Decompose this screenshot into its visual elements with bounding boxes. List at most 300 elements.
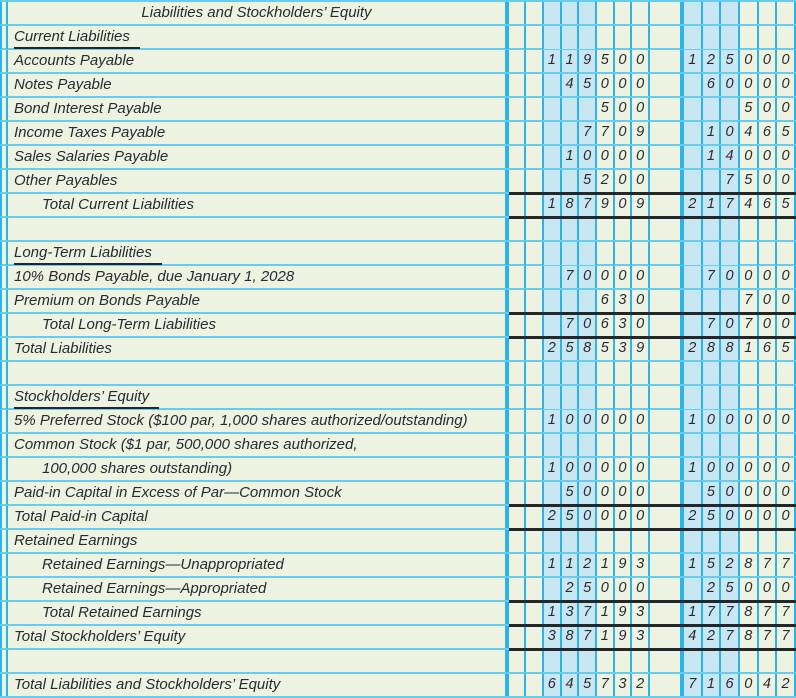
section-heading: Stockholders’ Equity — [14, 386, 159, 409]
overflow-digit-cell — [526, 530, 544, 552]
digit-cell: 0 — [740, 410, 759, 432]
digit-cell: 0 — [632, 170, 650, 192]
digit-cell: 0 — [615, 50, 633, 72]
digit-cell: 2 — [684, 194, 703, 216]
digit-cell: 0 — [721, 482, 740, 504]
digit-cell: 0 — [562, 458, 580, 480]
digit-cell — [684, 482, 703, 504]
digit-cell: 8 — [562, 626, 580, 648]
digit-cell — [544, 314, 562, 336]
digit-cell — [759, 218, 778, 240]
digit-cell: 7 — [740, 314, 759, 336]
account-label-cell — [8, 602, 505, 624]
digit-cell — [740, 530, 759, 552]
digit-cell: 6 — [597, 290, 615, 312]
left-margin-cell — [0, 50, 8, 72]
account-label: 5% Preferred Stock ($100 par, 1,000 shares authorized/outstanding) — [14, 412, 468, 429]
digit-cell — [777, 530, 796, 552]
digit-cell — [703, 434, 722, 456]
account-label-cell — [8, 314, 505, 336]
ledger-row — [0, 554, 796, 578]
digit-cell: 4 — [759, 674, 778, 696]
column-gap-cell — [650, 578, 680, 600]
digit-cell — [740, 242, 759, 265]
digit-cell — [684, 530, 703, 552]
digit-cell — [562, 98, 580, 120]
account-label: Premium on Bonds Payable — [14, 292, 200, 309]
digit-cell — [703, 290, 722, 312]
ledger-row — [0, 482, 796, 506]
digit-cell — [684, 362, 703, 384]
spacer-cell — [509, 626, 526, 648]
digit-cell: 0 — [615, 146, 633, 168]
digit-cell: 8 — [703, 338, 722, 360]
digit-cell: 2 — [684, 506, 703, 528]
digit-cell — [579, 242, 597, 265]
digit-cell: 0 — [597, 266, 615, 288]
overflow-digit-cell — [526, 338, 544, 360]
column-gap-cell — [650, 650, 680, 672]
digit-cell: 5 — [740, 98, 759, 120]
digit-cell: 0 — [597, 578, 615, 600]
column-gap-cell — [650, 602, 680, 624]
digit-cell — [597, 242, 615, 265]
spacer-cell — [509, 482, 526, 504]
digit-cell: 1 — [544, 554, 562, 576]
digit-cell: 0 — [615, 170, 633, 192]
column-gap-cell — [650, 314, 680, 336]
title-row — [0, 2, 796, 26]
spacer-cell — [509, 338, 526, 360]
column-gap-cell — [650, 458, 680, 480]
account-label: Paid-in Capital in Excess of Par—Common Stock — [14, 484, 342, 501]
spacer-cell — [509, 122, 526, 144]
account-label-cell — [8, 338, 505, 360]
digit-cell: 0 — [740, 482, 759, 504]
digit-cell: 6 — [759, 122, 778, 144]
digit-cell: 1 — [544, 458, 562, 480]
digit-cell — [759, 362, 778, 384]
ledger-row — [0, 242, 796, 266]
ledger-row — [0, 530, 796, 554]
digit-cell: 4 — [721, 146, 740, 168]
digit-cell: 0 — [597, 506, 615, 528]
digit-cell: 3 — [615, 314, 633, 336]
overflow-digit-cell — [526, 626, 544, 648]
digit-cell: 5 — [721, 50, 740, 72]
overflow-digit-cell — [526, 650, 544, 672]
digit-cell: 0 — [740, 146, 759, 168]
column-gap-cell — [650, 626, 680, 648]
account-label-cell — [8, 578, 505, 600]
digit-cell: 7 — [721, 194, 740, 216]
account-label-cell — [8, 122, 505, 144]
ledger-row — [0, 26, 796, 50]
spacer-cell — [509, 602, 526, 624]
digit-cell: 8 — [740, 602, 759, 624]
digit-cell — [562, 26, 580, 49]
digit-cell — [759, 2, 778, 24]
digit-cell — [777, 434, 796, 456]
overflow-digit-cell — [526, 242, 544, 265]
digit-cell: 4 — [684, 626, 703, 648]
digit-cell — [544, 482, 562, 504]
digit-cell: 3 — [562, 602, 580, 624]
digit-cell — [615, 650, 633, 672]
account-label: Retained Earnings — [14, 532, 138, 549]
column-gap-cell — [650, 266, 680, 288]
digit-cell: 0 — [632, 74, 650, 96]
digit-cell — [544, 386, 562, 409]
ledger-row — [0, 410, 796, 434]
digit-cell: 7 — [759, 626, 778, 648]
digit-cell: 1 — [684, 50, 703, 72]
digit-cell: 2 — [721, 554, 740, 576]
digit-cell: 5 — [597, 50, 615, 72]
left-margin-cell — [0, 338, 8, 360]
digit-cell — [740, 434, 759, 456]
digit-cell: 7 — [579, 626, 597, 648]
digit-cell — [632, 242, 650, 265]
digit-cell: 0 — [615, 122, 633, 144]
digit-cell — [562, 122, 580, 144]
column-gap-cell — [650, 146, 680, 168]
column-gap-cell — [650, 242, 680, 265]
digit-cell: 0 — [632, 506, 650, 528]
account-label: Total Liabilities — [14, 340, 112, 357]
digit-cell: 4 — [740, 122, 759, 144]
left-margin-cell — [0, 146, 8, 168]
digit-cell: 0 — [562, 410, 580, 432]
account-label-cell — [8, 362, 505, 384]
digit-cell: 3 — [615, 674, 633, 696]
digit-cell: 3 — [632, 626, 650, 648]
left-margin-cell — [0, 578, 8, 600]
digit-cell — [544, 290, 562, 312]
digit-cell — [632, 530, 650, 552]
digit-cell: 0 — [579, 458, 597, 480]
digit-cell — [684, 242, 703, 265]
digit-cell — [684, 26, 703, 49]
digit-cell: 4 — [562, 74, 580, 96]
total-ruling — [509, 528, 796, 531]
statement-title: Liabilities and Stockholders’ Equity — [141, 4, 372, 21]
digit-cell: 9 — [615, 626, 633, 648]
digit-cell: 0 — [721, 506, 740, 528]
digit-cell: 2 — [597, 170, 615, 192]
overflow-digit-cell — [526, 434, 544, 456]
digit-cell: 0 — [759, 314, 778, 336]
account-label-cell — [8, 146, 505, 168]
digit-cell: 0 — [632, 50, 650, 72]
digit-cell — [684, 386, 703, 409]
overflow-digit-cell — [526, 266, 544, 288]
digit-cell — [777, 242, 796, 265]
digit-cell — [684, 2, 703, 24]
column-gap-cell — [650, 122, 680, 144]
digit-cell: 2 — [684, 338, 703, 360]
digit-cell: 7 — [579, 194, 597, 216]
account-label-cell — [8, 674, 505, 696]
total-ruling — [509, 600, 796, 603]
digit-cell: 0 — [632, 482, 650, 504]
left-margin-cell — [0, 170, 8, 192]
digit-cell: 2 — [777, 674, 796, 696]
ledger-row — [0, 194, 796, 218]
digit-cell: 0 — [615, 482, 633, 504]
ledger-row — [0, 122, 796, 146]
digit-cell: 0 — [777, 50, 796, 72]
digit-cell — [579, 98, 597, 120]
digit-cell: 0 — [759, 578, 778, 600]
overflow-digit-cell — [526, 554, 544, 576]
digit-cell — [703, 242, 722, 265]
spacer-cell — [509, 146, 526, 168]
digit-cell: 9 — [632, 338, 650, 360]
digit-cell: 7 — [777, 554, 796, 576]
digit-cell: 7 — [562, 314, 580, 336]
digit-cell: 7 — [721, 170, 740, 192]
digit-cell: 0 — [597, 482, 615, 504]
digit-cell: 7 — [703, 602, 722, 624]
digit-cell: 7 — [703, 266, 722, 288]
digit-cell: 4 — [562, 674, 580, 696]
digit-cell: 0 — [759, 482, 778, 504]
spacer-cell — [509, 434, 526, 456]
digit-cell: 9 — [579, 50, 597, 72]
account-label: 10% Bonds Payable, due January 1, 2028 — [14, 268, 295, 285]
overflow-digit-cell — [526, 410, 544, 432]
ledger-row — [0, 578, 796, 602]
total-ruling — [509, 336, 796, 339]
digit-cell: 0 — [721, 266, 740, 288]
left-margin-cell — [0, 434, 8, 456]
digit-cell: 0 — [703, 458, 722, 480]
digit-cell: 1 — [740, 338, 759, 360]
digit-cell: 5 — [562, 506, 580, 528]
column-gap-cell — [650, 554, 680, 576]
digit-cell: 7 — [579, 602, 597, 624]
digit-cell: 1 — [562, 50, 580, 72]
spacer-cell — [509, 458, 526, 480]
digit-cell — [615, 218, 633, 240]
digit-cell — [740, 2, 759, 24]
digit-cell — [759, 530, 778, 552]
digit-cell — [703, 362, 722, 384]
digit-cell: 0 — [632, 266, 650, 288]
digit-cell — [740, 26, 759, 49]
digit-cell — [684, 578, 703, 600]
digit-cell — [703, 26, 722, 49]
digit-cell — [615, 434, 633, 456]
digit-cell: 3 — [632, 602, 650, 624]
digit-cell — [579, 218, 597, 240]
digit-cell — [721, 98, 740, 120]
digit-cell: 0 — [721, 122, 740, 144]
digit-cell: 7 — [562, 266, 580, 288]
section-heading: Current Liabilities — [14, 26, 140, 49]
digit-cell — [759, 386, 778, 409]
account-label: Notes Payable — [14, 76, 112, 93]
digit-cell: 0 — [632, 314, 650, 336]
column-gap-cell — [650, 2, 680, 24]
digit-cell — [721, 26, 740, 49]
spacer-cell — [509, 386, 526, 409]
digit-cell: 7 — [721, 602, 740, 624]
digit-cell — [777, 386, 796, 409]
digit-cell — [632, 386, 650, 409]
digit-cell: 0 — [579, 146, 597, 168]
digit-cell — [721, 530, 740, 552]
spacer-cell — [509, 410, 526, 432]
overflow-digit-cell — [526, 146, 544, 168]
digit-cell — [632, 650, 650, 672]
overflow-digit-cell — [526, 602, 544, 624]
digit-cell — [544, 578, 562, 600]
digit-cell: 0 — [759, 266, 778, 288]
account-label: Accounts Payable — [14, 52, 135, 69]
digit-cell: 0 — [579, 266, 597, 288]
digit-cell: 6 — [597, 314, 615, 336]
digit-cell: 1 — [544, 194, 562, 216]
digit-cell: 3 — [615, 290, 633, 312]
digit-cell — [579, 386, 597, 409]
overflow-digit-cell — [526, 506, 544, 528]
digit-cell: 0 — [597, 458, 615, 480]
digit-cell: 0 — [615, 194, 633, 216]
overflow-digit-cell — [526, 2, 544, 24]
digit-cell: 0 — [579, 314, 597, 336]
digit-cell — [544, 170, 562, 192]
digit-cell — [721, 650, 740, 672]
ledger-row — [0, 458, 796, 482]
digit-cell: 7 — [777, 602, 796, 624]
digit-cell — [615, 2, 633, 24]
column-gap-cell — [650, 194, 680, 216]
digit-cell — [544, 266, 562, 288]
overflow-digit-cell — [526, 98, 544, 120]
digit-cell: 0 — [740, 506, 759, 528]
digit-cell: 5 — [777, 122, 796, 144]
digit-cell — [579, 434, 597, 456]
digit-cell — [579, 530, 597, 552]
digit-cell: 0 — [721, 74, 740, 96]
digit-cell: 0 — [632, 146, 650, 168]
ledger-row — [0, 626, 796, 650]
digit-cell: 9 — [615, 602, 633, 624]
digit-cell: 7 — [740, 290, 759, 312]
digit-cell — [777, 218, 796, 240]
digit-cell: 7 — [777, 626, 796, 648]
digit-cell: 9 — [632, 122, 650, 144]
digit-cell — [703, 650, 722, 672]
digit-cell: 5 — [703, 482, 722, 504]
digit-cell — [777, 362, 796, 384]
digit-cell — [703, 98, 722, 120]
digit-cell: 5 — [777, 338, 796, 360]
digit-cell: 5 — [562, 338, 580, 360]
account-label-cell — [8, 458, 505, 480]
digit-cell — [684, 314, 703, 336]
digit-cell — [544, 530, 562, 552]
account-label: Retained Earnings—Unappropriated — [42, 556, 284, 573]
digit-cell: 9 — [615, 554, 633, 576]
digit-cell — [544, 434, 562, 456]
ledger-row — [0, 650, 796, 674]
account-label-cell — [8, 194, 505, 216]
digit-cell: 0 — [759, 170, 778, 192]
digit-cell — [721, 362, 740, 384]
digit-cell: 2 — [632, 674, 650, 696]
digit-cell — [597, 530, 615, 552]
account-label: 100,000 shares outstanding) — [42, 460, 233, 477]
digit-cell: 0 — [740, 674, 759, 696]
left-margin-cell — [0, 482, 8, 504]
digit-cell: 1 — [703, 146, 722, 168]
digit-cell: 6 — [759, 194, 778, 216]
digit-cell — [703, 386, 722, 409]
digit-cell — [544, 74, 562, 96]
digit-cell: 1 — [684, 410, 703, 432]
column-gap-cell — [650, 410, 680, 432]
digit-cell: 2 — [703, 626, 722, 648]
digit-cell — [684, 146, 703, 168]
total-ruling — [509, 504, 796, 507]
digit-cell — [740, 650, 759, 672]
digit-cell: 1 — [684, 458, 703, 480]
digit-cell — [721, 218, 740, 240]
overflow-digit-cell — [526, 74, 544, 96]
digit-cell — [777, 650, 796, 672]
account-label-cell — [8, 242, 505, 265]
digit-cell — [632, 218, 650, 240]
left-margin-cell — [0, 626, 8, 648]
column-gap-cell — [650, 434, 680, 456]
ledger-row — [0, 674, 796, 698]
digit-cell: 7 — [597, 122, 615, 144]
left-margin-cell — [0, 602, 8, 624]
digit-cell: 0 — [615, 410, 633, 432]
digit-cell: 0 — [759, 410, 778, 432]
account-label: Bond Interest Payable — [14, 100, 162, 117]
digit-cell: 5 — [721, 578, 740, 600]
digit-cell: 0 — [597, 410, 615, 432]
digit-cell — [544, 98, 562, 120]
digit-cell: 0 — [777, 314, 796, 336]
digit-cell — [562, 170, 580, 192]
digit-cell: 1 — [703, 194, 722, 216]
digit-cell: 0 — [721, 458, 740, 480]
digit-cell: 0 — [759, 458, 778, 480]
digit-cell: 0 — [740, 74, 759, 96]
digit-cell: 2 — [579, 554, 597, 576]
digit-cell — [562, 650, 580, 672]
overflow-digit-cell — [526, 314, 544, 336]
spacer-cell — [509, 362, 526, 384]
digit-cell: 6 — [759, 338, 778, 360]
account-label: Income Taxes Payable — [14, 124, 166, 141]
digit-cell — [579, 26, 597, 49]
digit-cell: 0 — [615, 98, 633, 120]
column-gap-cell — [650, 530, 680, 552]
digit-cell: 3 — [544, 626, 562, 648]
digit-cell: 7 — [759, 602, 778, 624]
ledger-row — [0, 98, 796, 122]
digit-cell: 0 — [615, 266, 633, 288]
spacer-cell — [509, 242, 526, 265]
total-ruling — [509, 192, 796, 195]
digit-cell — [562, 530, 580, 552]
